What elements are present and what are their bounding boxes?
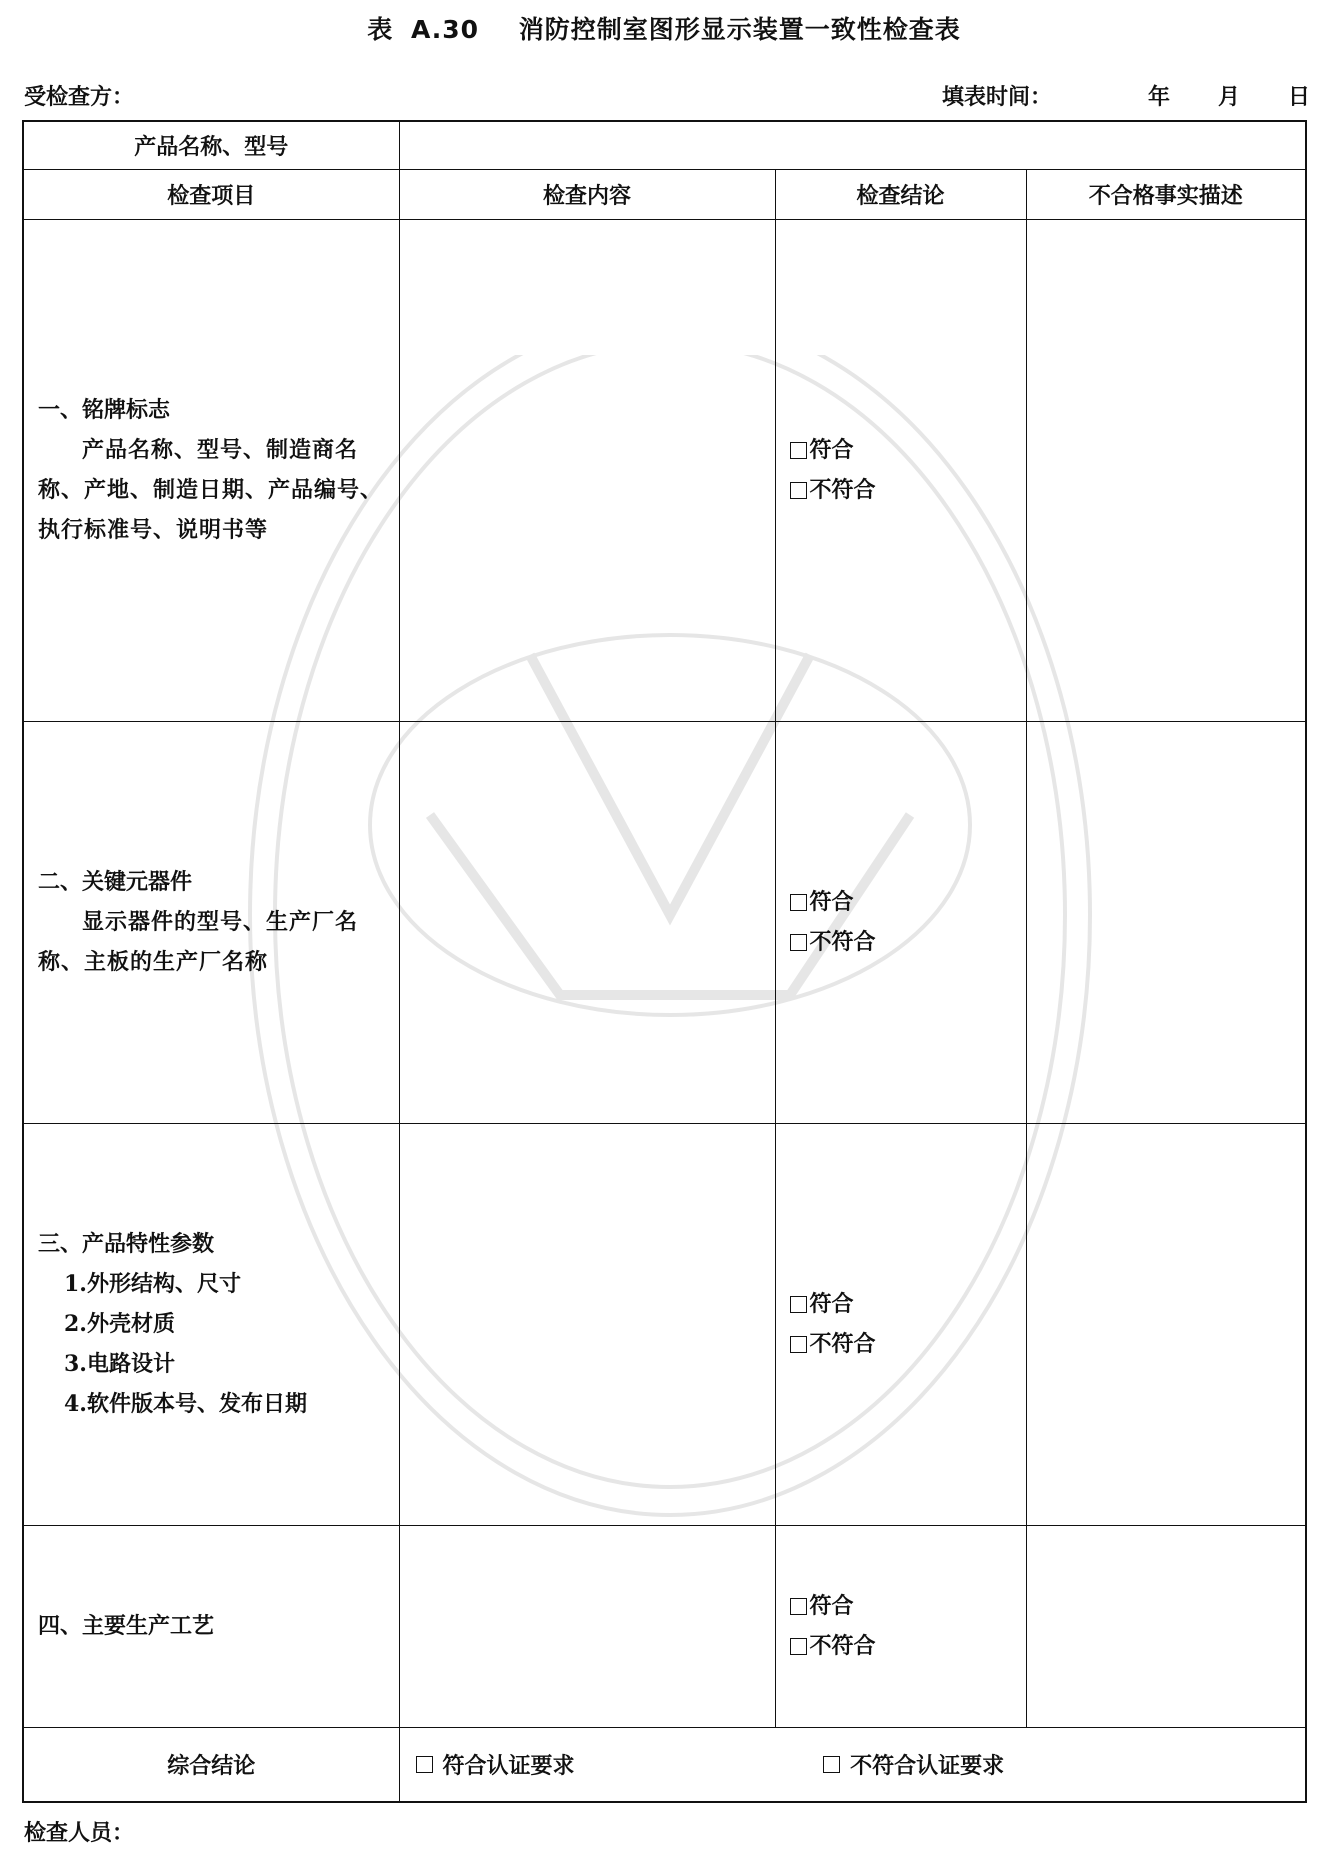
item-description: 产品名称、型号、制造商名称、产地、制造日期、产品编号、执行标准号、说明书等 bbox=[38, 437, 384, 543]
checkbox-icon bbox=[790, 934, 807, 951]
nonconformity-description-field[interactable] bbox=[1026, 1123, 1306, 1525]
nonconform-checkbox[interactable]: 不符合 bbox=[790, 922, 1026, 962]
summary-options bbox=[399, 1727, 1306, 1802]
item-description: 显示器件的型号、生产厂名称、主板的生产厂名称 bbox=[38, 909, 359, 975]
nonconform-checkbox[interactable]: 不符合 bbox=[790, 1626, 1026, 1666]
inspected-party-label: 受检查方： bbox=[24, 84, 135, 110]
subitem: 2.外壳材质 bbox=[64, 1311, 175, 1337]
item-title: 三、产品特性参数 bbox=[38, 1231, 215, 1257]
checkbox-icon bbox=[790, 482, 807, 499]
nonconformity-description-field[interactable] bbox=[1026, 1525, 1306, 1727]
meets-requirements-checkbox[interactable]: 符合认证要求 bbox=[416, 1749, 575, 1780]
item-title: 二、关键元器件 bbox=[38, 869, 193, 895]
summary-row bbox=[23, 1727, 1306, 1802]
checkbox-icon bbox=[823, 1756, 840, 1773]
conclusion-cell bbox=[775, 219, 1026, 721]
nonconform-checkbox[interactable]: 不符合 bbox=[790, 1324, 1026, 1364]
header-nonconformity-description: 不合格事实描述 bbox=[1026, 169, 1306, 219]
checklist-table bbox=[22, 120, 1307, 1803]
day-label: 日 bbox=[1287, 84, 1310, 110]
summary-label: 综合结论 bbox=[23, 1727, 399, 1802]
subitem: 1.外形结构、尺寸 bbox=[64, 1271, 241, 1297]
fill-time-label: 填表时间： bbox=[941, 84, 1052, 110]
checkbox-icon bbox=[790, 894, 807, 911]
nonconform-checkbox[interactable]: 不符合 bbox=[790, 470, 1026, 510]
inspection-content-field[interactable] bbox=[399, 219, 775, 721]
checkbox-icon bbox=[790, 1598, 807, 1615]
fill-time bbox=[942, 80, 1310, 111]
table-row bbox=[23, 1123, 1306, 1525]
inspection-item bbox=[23, 219, 399, 721]
header-inspection-item: 检查项目 bbox=[23, 169, 399, 219]
nonconformity-description-field[interactable] bbox=[1026, 219, 1306, 721]
conclusion-cell bbox=[775, 1525, 1026, 1727]
checkbox-icon bbox=[790, 1638, 807, 1655]
table-row bbox=[23, 1525, 1306, 1727]
inspection-item bbox=[23, 1123, 399, 1525]
checkbox-icon bbox=[790, 1296, 807, 1313]
inspector-label: 检查人员： bbox=[24, 1820, 135, 1846]
conform-checkbox[interactable]: 符合 bbox=[790, 1586, 1026, 1626]
checkbox-icon bbox=[790, 1336, 807, 1353]
month-label: 月 bbox=[1217, 84, 1240, 110]
conclusion-cell bbox=[775, 1123, 1026, 1525]
subitem: 3.电路设计 bbox=[64, 1351, 175, 1377]
table-row bbox=[23, 219, 1306, 721]
header-inspection-conclusion: 检查结论 bbox=[775, 169, 1026, 219]
item-title: 四、主要生产工艺 bbox=[38, 1613, 215, 1639]
conform-checkbox[interactable]: 符合 bbox=[790, 882, 1026, 922]
inspection-content-field[interactable] bbox=[399, 1123, 775, 1525]
inspection-item bbox=[23, 1525, 399, 1727]
conclusion-cell bbox=[775, 721, 1026, 1123]
inspection-content-field[interactable] bbox=[399, 721, 775, 1123]
item-title: 一、铭牌标志 bbox=[38, 397, 171, 423]
product-name-row bbox=[23, 121, 1306, 169]
checkbox-icon bbox=[790, 442, 807, 459]
conform-checkbox[interactable]: 符合 bbox=[790, 430, 1026, 470]
header-inspection-content: 检查内容 bbox=[399, 169, 775, 219]
product-name-field[interactable] bbox=[399, 121, 1306, 169]
inspection-content-field[interactable] bbox=[399, 1525, 775, 1727]
page-title: 表 A.30 消防控制室图形显示装置一致性检查表 bbox=[367, 15, 961, 44]
conform-checkbox[interactable]: 符合 bbox=[790, 1284, 1026, 1324]
inspection-item bbox=[23, 721, 399, 1123]
checkbox-icon bbox=[416, 1756, 433, 1773]
year-label: 年 bbox=[1147, 84, 1170, 110]
fails-requirements-checkbox[interactable]: 不符合认证要求 bbox=[823, 1749, 1004, 1780]
header-row bbox=[23, 169, 1306, 219]
product-name-label: 产品名称、型号 bbox=[23, 121, 399, 169]
nonconformity-description-field[interactable] bbox=[1026, 721, 1306, 1123]
table-row bbox=[23, 721, 1306, 1123]
subitem: 4.软件版本号、发布日期 bbox=[64, 1391, 307, 1417]
